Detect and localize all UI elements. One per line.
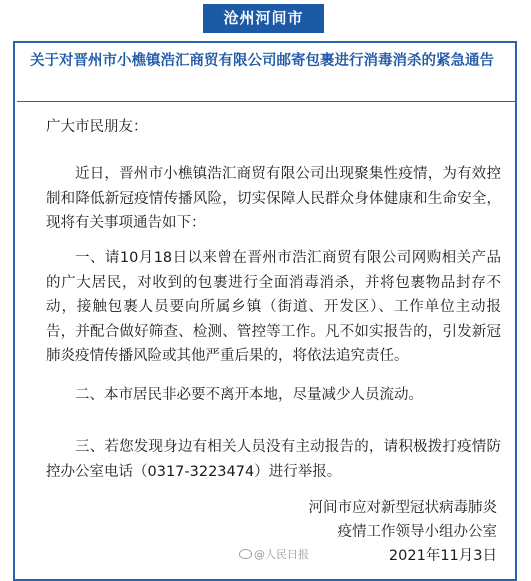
signature-date: 2021年11月3日 xyxy=(388,548,497,564)
notice-paragraph-item-3: 三、若您发现身边有相关人员没有主动报告的，请积极拨打疫情防控办公室电话（0317-3223474）进行举报。 xyxy=(46,439,501,480)
weibo-icon xyxy=(239,549,252,559)
title-divider xyxy=(17,101,517,102)
notice-paragraph-intro: 近日，晋州市小樵镇浩汇商贸有限公司出现聚集性疫情，为有效控制和降低新冠疫情传播风险，切实保障人民群众身体健康和生命安全，现将有关事项通告如下： xyxy=(46,166,501,231)
signature-org-line-1: 河间市应对新型冠状病毒肺炎 xyxy=(308,500,497,516)
salutation: 广大市民朋友： xyxy=(46,119,148,135)
source-watermark xyxy=(237,546,311,562)
city-tab: 沧州河间市 xyxy=(203,4,324,33)
notice-card xyxy=(13,41,517,581)
notice-paragraph-item-1: 一、请10月18日以来曾在晋州市浩汇商贸有限公司网购相关产品的广大居民，对收到的包裹进行全面消毒消杀，并将包裹物品封存不动，接触包裹人员要向所属乡镇（街道、开发区）、工作单位主动报告，并配合做好筛查、检测、管控等工作。凡不如实报告的，引发新冠肺炎疫情传播风险或其他严重后果的，将依法追究责任。 xyxy=(46,250,501,364)
notice-title: 关于对晋州市小樵镇浩汇商贸有限公司邮寄包裹进行消毒消杀的紧急通告 xyxy=(30,53,494,69)
signature-org-line-2: 疫情工作领导小组办公室 xyxy=(337,524,497,540)
watermark-text: @人民日报 xyxy=(254,548,309,561)
notice-paragraph-item-2: 二、本市居民非必要不离开本地，尽量减少人员流动。 xyxy=(75,387,423,403)
